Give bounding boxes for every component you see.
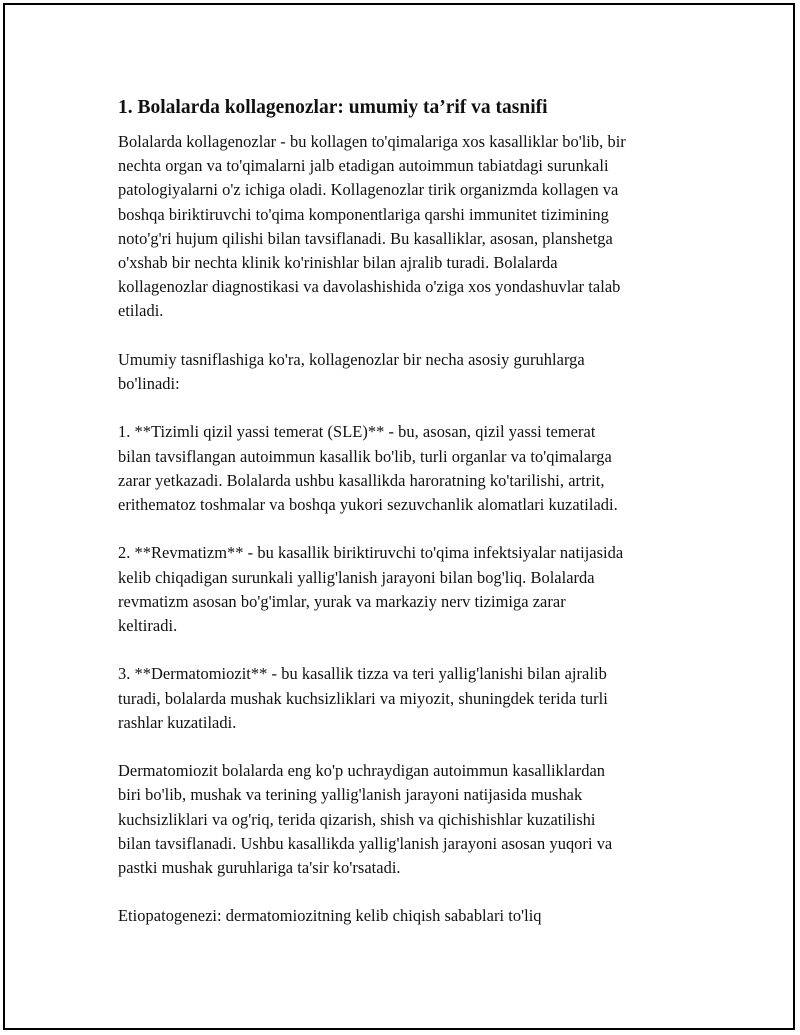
paragraph-item-dermatomyositis <box>118 662 703 735</box>
paragraph-item-sle <box>118 420 703 517</box>
text-line: Dermatomiozit bolalarda eng ko'p uchraydigan autoimmun kasalliklardan <box>118 761 606 781</box>
text-line: keltiradi. <box>118 616 178 636</box>
document-body <box>118 96 703 953</box>
text-line: Etiopatogenezi: dermatomiozitning kelib chiqish sabablari to'liq <box>118 906 542 926</box>
text-line: turadi, bolalarda mushak kuchsizliklari va miyozit, shuningdek terida turli <box>118 688 608 708</box>
paragraph-classification <box>118 348 703 396</box>
text-line: kelib chiqadigan surunkali yallig'lanish jarayoni bilan bog'liq. Bolalarda <box>118 567 595 587</box>
text-line: 2. **Revmatizm** - bu kasallik biriktiruvchi to'qima infektsiyalar natijasida <box>118 543 624 563</box>
paragraph-dermatomyositis-details <box>118 759 703 880</box>
text-line: 1. **Tizimli qizil yassi temerat (SLE)** - bu, asosan, qizil yassi temerat <box>118 422 596 442</box>
text-line: nechta organ va to'qimalarni jalb etadigan autoimmun tabiatdagi surunkali <box>118 156 609 176</box>
text-line: zarar yetkazadi. Bolalarda ushbu kasallikda haroratning ko'tarilishi, artrit, <box>118 470 605 490</box>
text-line: noto'g'ri hujum qilishi bilan tavsiflanadi. Bu kasalliklar, asosan, planshetga <box>118 228 613 248</box>
text-line: pastki mushak guruhlariga ta'sir ko'rsatadi. <box>118 858 401 878</box>
text-line: bo'linadi: <box>118 374 180 394</box>
paragraph-etiopathogenesis <box>118 904 703 928</box>
text-line: etiladi. <box>118 301 164 321</box>
paragraph-intro <box>118 130 703 324</box>
text-line: kollagenozlar diagnostikasi va davolashishida o'ziga xos yondashuvlar talab <box>118 277 621 297</box>
text-line: Bolalarda kollagenozlar - bu kollagen to'qimalariga xos kasalliklar bo'lib, bir <box>118 132 626 151</box>
text-line: 3. **Dermatomiozit** - bu kasallik tizza va teri yallig'lanishi bilan ajralib <box>118 664 607 684</box>
text-line: kuchsizliklari va og'riq, terida qizarish, shish va qichishishlar kuzatilishi <box>118 809 596 829</box>
text-line: patologiyalarni o'z ichiga oladi. Kollagenozlar tirik organizmda kollagen va <box>118 180 619 200</box>
text-line: biri bo'lib, mushak va terining yallig'lanish jarayoni natijasida mushak <box>118 785 583 805</box>
text-line: bilan tavsiflangan autoimmun kasallik bo'lib, turli organlar va to'qimalarga <box>118 446 612 466</box>
paragraph-item-rheumatism <box>118 541 703 638</box>
text-line: boshqa biriktiruvchi to'qima komponentlariga qarshi immunitet tizimining <box>118 204 609 224</box>
text-line: o'xshab bir nechta klinik ko'rinishlar bilan ajralib turadi. Bolalarda <box>118 253 558 273</box>
text-line: Umumiy tasniflashiga ko'ra, kollagenozlar bir necha asosiy guruhlarga <box>118 349 585 369</box>
section-heading: 1. Bolalarda kollagenozlar: umumiy ta’rif va tasnifi <box>118 97 548 118</box>
text-line: revmatizm asosan bo'g'imlar, yurak va markaziy nerv tizimiga zarar <box>118 591 566 611</box>
text-line: rashlar kuzatiladi. <box>118 712 237 732</box>
text-line: erithematoz toshmalar va boshqa yukori sezuvchanlik alomatlari kuzatiladi. <box>118 495 618 515</box>
text-line: bilan tavsiflanadi. Ushbu kasallikda yallig'lanish jarayoni asosan yuqori va <box>118 833 613 853</box>
